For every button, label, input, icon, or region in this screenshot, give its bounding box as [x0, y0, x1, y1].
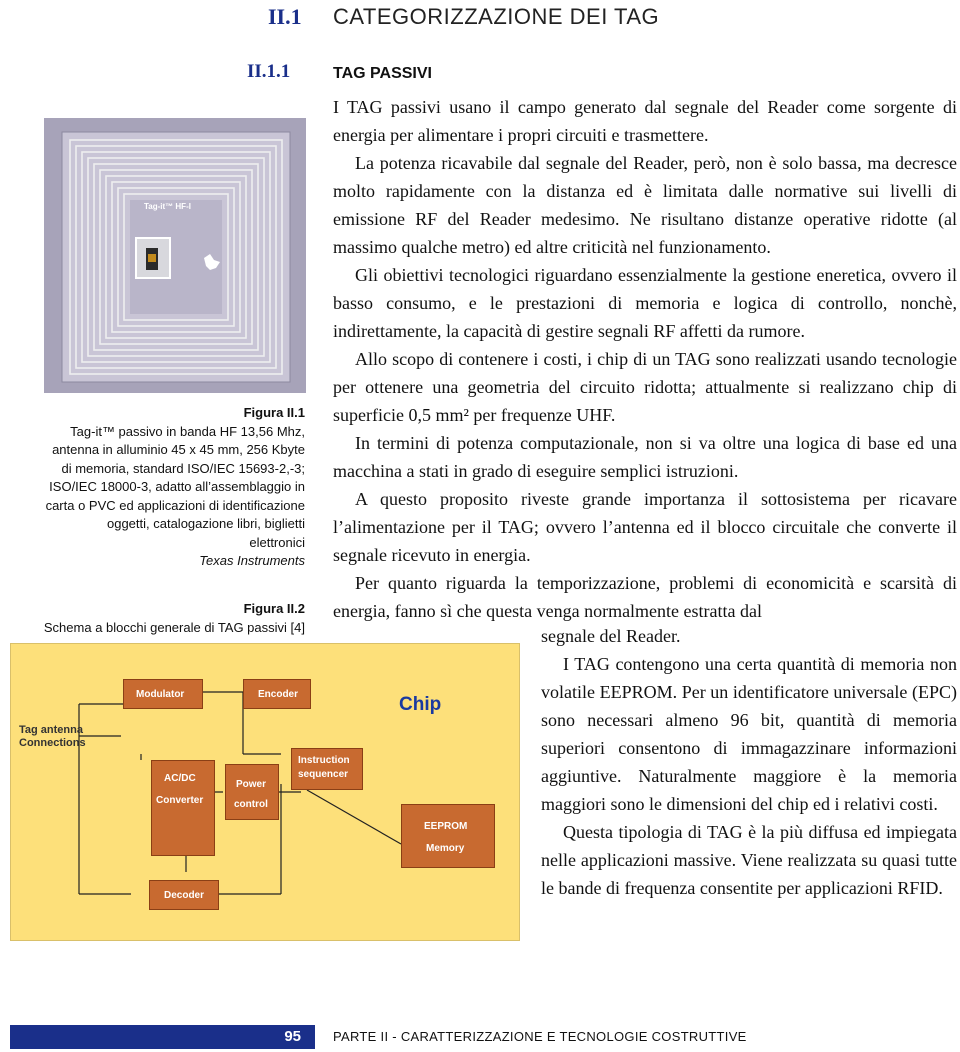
tag-photo: [44, 118, 306, 393]
decoder-label: Decoder: [164, 890, 205, 901]
acdc-converter-block: [151, 760, 215, 856]
body-paragraph: Allo scopo di contenere i costi, i chip di un TAG sono realizzati usando tecnologie per ottenere una geometria del circuito ridotta; attualmente si realizzano chip di superficie 0,5 mm² per frequenze UHF.: [333, 349, 957, 425]
figure-1-caption-line: oggetti, catalogazione libri, biglietti: [106, 516, 305, 531]
figure-1-caption-line: di memoria, standard ISO/IEC 15693-2,-3;: [61, 460, 305, 476]
subsection-title: TAG PASSIVI: [333, 65, 432, 82]
acdc-label: AC/DC: [164, 773, 196, 784]
body-paragraph: I TAG contengono una certa quantità di memoria non volatile EEPROM. Per un identificatore universale (EPC) sono necessari almeno 96 bit, quantità di memoria superiori consentono di immagazzinare informazioni aggiuntive. Naturalmente maggiore è la memoria maggiori sono le dimensioni del chip ed i relativi costi.: [541, 654, 957, 814]
subsection-number: II.1.1: [247, 61, 291, 82]
instruction-label: sequencer: [298, 769, 349, 780]
photo-label: Tag-it™ HF-I: [144, 202, 191, 211]
figure-2-caption: [5, 600, 305, 637]
body-text-narrow: [541, 622, 957, 902]
section-number: II.1: [268, 4, 302, 29]
body-paragraph: segnale del Reader.: [541, 626, 681, 646]
body-paragraph: In termini di potenza computazionale, non si va oltre una logica di base ed una macchina a stati in grado di eseguire semplici istruzioni.: [333, 433, 957, 481]
eeprom-label: EEPROM: [424, 821, 468, 832]
figure-1-caption-line: carta o PVC ed applicazioni di identificazione: [45, 497, 305, 513]
eeprom-label: Memory: [426, 843, 465, 854]
body-paragraph: Questa tipologia di TAG è la più diffusa ed impiegata nelle applicazioni massive. Viene realizzata su quasi tutte le bande di frequenza consentite per applicazioni RFID.: [541, 822, 957, 898]
body-paragraph: A questo proposito riveste grande importanza il sottosistema per ricavare l’alimentazione per il TAG; ovvero l’antenna ed il blocco circuitale che converte il segnale ricevuto in energia.: [333, 489, 957, 565]
modulator-block: [123, 679, 203, 709]
section-title: CATEGORIZZAZIONE DEI TAG: [333, 4, 660, 29]
encoder-block: [243, 679, 311, 709]
figure-1-caption-line: elettronici: [249, 534, 305, 550]
instruction-sequencer-block: [291, 748, 363, 790]
instruction-label: Instruction: [298, 755, 350, 766]
modulator-label: Modulator: [136, 689, 185, 700]
block-diagram: [10, 643, 520, 941]
body-paragraph: La potenza ricavabile dal segnale del Reader, però, non è solo bassa, ma decresce molto rapidamente con la distanza ed è limitata dalle normative sui livelli di emissione RF del Reader medesimo. Ne risultano distanze operative ridotte (al massimo qualche metro) ed altre criticità nel funzionamento.: [333, 153, 957, 257]
acdc-label: Converter: [156, 795, 204, 806]
figure-1-caption-line: Tag-it™ passivo in banda HF 13,56 Mhz,: [70, 423, 305, 439]
tag-antenna-label: [19, 724, 86, 750]
footer-text: PARTE II - CARATTERIZZAZIONE E TECNOLOGIE COSTRUTTIVE: [333, 1029, 747, 1044]
power-control-block: [225, 764, 279, 820]
figure-2-label: Figura II.2: [243, 601, 305, 616]
power-label: Power: [236, 779, 267, 790]
figure-1-label: Figura II.1: [243, 405, 305, 420]
figure-1-caption-line: antenna in alluminio 45 x 45 mm, 256 Kbyte: [52, 442, 305, 457]
tag-antenna-label-line: Connections: [19, 737, 86, 749]
page-number: 95: [284, 1028, 301, 1045]
decoder-block: [149, 880, 219, 910]
encoder-label: Encoder: [258, 689, 299, 700]
body-paragraph: Per quanto riguarda la temporizzazione, problemi di economicità e scarsità di energia, fanno sì che questa venga normalmente estratta dal: [333, 573, 957, 621]
footer-bar: [10, 1025, 315, 1049]
power-label: control: [234, 799, 268, 810]
figure-1-source: Texas Instruments: [199, 553, 305, 568]
figure-1-caption-line: ISO/IEC 18000-3, adatto all’assemblaggio in: [49, 479, 305, 494]
tag-antenna-label-line: Tag antenna: [19, 724, 83, 736]
figure-2-caption-text: Schema a blocchi generale di TAG passivi [4]: [43, 619, 305, 635]
figure-1-caption: [5, 404, 305, 571]
chip-label: Chip: [399, 694, 442, 715]
body-paragraph: I TAG passivi usano il campo generato dal segnale del Reader come sorgente di energia per alimentare i propri circuiti e trasmettere.: [333, 97, 957, 145]
body-text-wide: [333, 93, 957, 625]
eeprom-memory-block: [401, 804, 495, 868]
tag-antenna-illustration: [44, 118, 306, 393]
body-paragraph: Gli obiettivi tecnologici riguardano essenzialmente la gestione eneretica, ovvero il basso consumo, e le prestazioni di memoria e logica di controllo, nonchè, indirettamente, la capacità di gestire segnali RF affetti da rumore.: [333, 265, 957, 341]
